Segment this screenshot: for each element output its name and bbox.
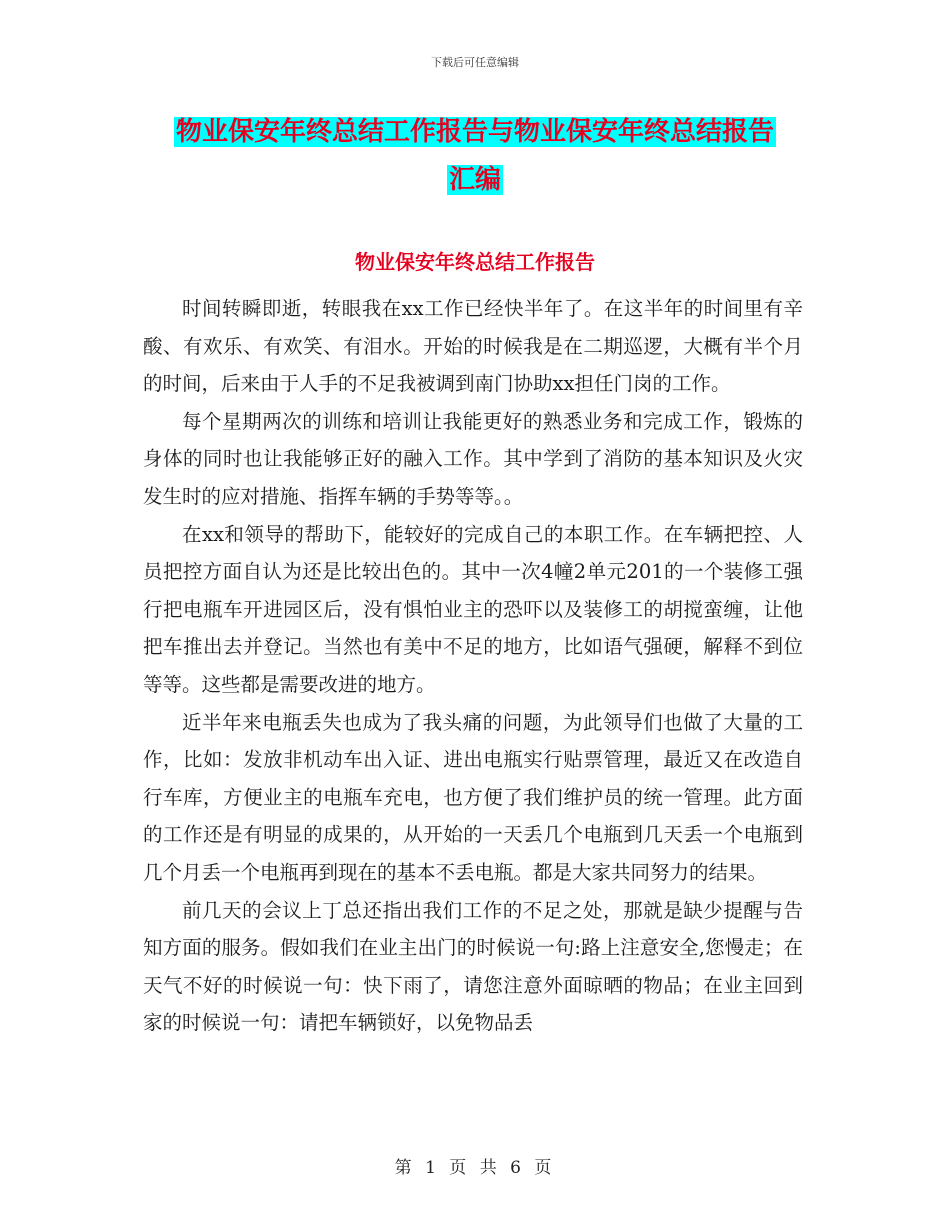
main-title-line-1: 物业保安年终总结工作报告与物业保安年终总结报告 [175, 117, 774, 147]
page-footer: 第 1 页 共 6 页 [394, 1158, 556, 1178]
paragraph-4: 近半年来电瓶丢失也成为了我头痛的问题，为此领导们也做了大量的工作，比如：发放非机动车出入证、进出电瓶实行贴票管理，最近又在改造自行车库，方便业主的电瓶车充电，也方便了我们维护员的统一管理。此方面的工作还是有明显的成果的，从开始的一天丢几个电瓶到几天丢一个电瓶到几个月丢一个电瓶再到现在的基本不丢电瓶。都是大家共同努力的结果。 [143, 710, 803, 884]
document-body [143, 290, 803, 1042]
paragraph-1: 时间转瞬即逝，转眼我在xx工作已经快半年了。在这半年的时间里有辛酸、有欢乐、有欢笑、有泪水。开始的时候我是在二期巡逻，大概有半个月的时间，后来由于人手的不足我被调到南门协助xx担任门岗的工作。 [143, 297, 803, 396]
paragraph-3: 在xx和领导的帮助下，能较好的完成自己的本职工作。在车辆把控、人员把控方面自认为还是比较出色的。其中一次4幢2单元201的一个装修工强行把电瓶车开进园区后，没有惧怕业主的恐吓以及装修工的胡搅蛮缠，让他把车推出去并登记。当然也有美中不足的地方，比如语气强硬，解释不到位等等。这些都是需要改进的地方。 [143, 522, 803, 696]
section-title: 物业保安年终总结工作报告 [355, 250, 595, 274]
paragraph-5: 前几天的会议上丁总还指出我们工作的不足之处，那就是缺少提醒与告知方面的服务。假如我们在业主出门的时候说一句:路上注意安全,您慢走；在天气不好的时候说一句：快下雨了，请您注意外面晾晒的物品；在业主回到家的时候说一句：请把车辆锁好，以免物品丢 [143, 898, 803, 1035]
paragraph-2: 每个星期两次的训练和培训让我能更好的熟悉业务和完成工作，锻炼的身体的同时也让我能够正好的融入工作。其中学到了消防的基本知识及火灾发生时的应对措施、指挥车辆的手势等等。。 [143, 409, 803, 508]
main-title-line-2: 汇编 [448, 165, 501, 195]
header-note: 下载后可任意编辑 [431, 56, 519, 69]
main-title [150, 108, 800, 204]
